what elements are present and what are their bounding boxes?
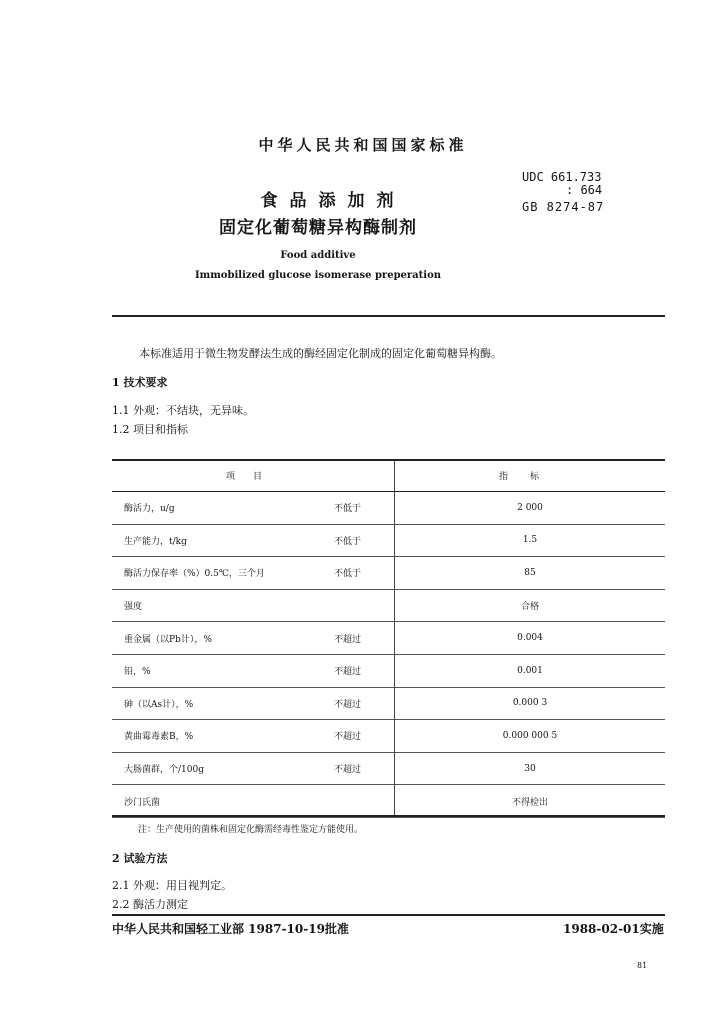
udc-code: UDC 661.733: [522, 170, 602, 184]
item-1-2: 1.2 项目和指标: [112, 423, 188, 436]
row-item: 酶活力保存率（%）0.5℃，三个月: [112, 557, 334, 590]
section-2-heading: 2 试验方法: [112, 852, 168, 865]
title-english-line1: Food additive: [280, 250, 356, 261]
approval-line: 中华人民共和国轻工业部 1987-10-19批准: [112, 922, 349, 936]
item-2-2: 2.2 酶活力测定: [112, 898, 188, 911]
row-item: 强度: [112, 589, 334, 622]
spec-table: [112, 460, 665, 818]
row-item: 酶活力，u/g: [112, 492, 334, 525]
row-item: 砷（以As计），%: [112, 687, 334, 720]
scope-statement: 本标准适用于微生物发酵法生成的酶经固定化制成的固定化葡萄糖异构酶。: [139, 347, 502, 360]
standard-organization: 中华人民共和国国家标准: [258, 136, 468, 154]
table-note: 注：生产使用的菌株和固定化酶需经毒性鉴定方能使用。: [138, 825, 364, 835]
row-condition: 不低于: [334, 524, 395, 557]
title-english-line2: Immobilized glucose isomerase preperation: [194, 270, 442, 281]
row-value: 0.004: [395, 622, 666, 655]
implementation-date: 1988-02-01实施: [563, 922, 664, 936]
table-row: [112, 720, 665, 753]
gb-code: GB 8274-87: [522, 200, 605, 214]
row-condition: 不超过: [334, 720, 395, 753]
table-row: [112, 752, 665, 785]
row-condition: 不低于: [334, 492, 395, 525]
row-condition: [334, 785, 395, 818]
row-value: 0.000 3: [395, 687, 666, 720]
title-chinese-line1: 食品添加剂: [260, 191, 406, 211]
title-chinese-line2: 固定化葡萄糖异构酶制剂: [219, 218, 417, 238]
table-header-item: 项目: [112, 460, 395, 492]
row-value: 30: [395, 752, 666, 785]
table-row: [112, 557, 665, 590]
table-row: [112, 654, 665, 687]
row-condition: 不超过: [334, 622, 395, 655]
row-condition: 不低于: [334, 557, 395, 590]
page-number: 81: [637, 961, 648, 970]
table-row: [112, 622, 665, 655]
row-item: 铅，%: [112, 654, 334, 687]
row-condition: 不超过: [334, 752, 395, 785]
table-header-row: [112, 460, 665, 492]
udc-subcode: : 664: [566, 183, 603, 197]
table-bottom-rule: [112, 815, 665, 817]
row-value: 1.5: [395, 524, 666, 557]
row-value: 0.000 000 5: [395, 720, 666, 753]
table-row: [112, 492, 665, 525]
row-condition: 不超过: [334, 687, 395, 720]
section-1-heading: 1 技术要求: [112, 376, 168, 389]
table-row: [112, 524, 665, 557]
footer-rule: [112, 914, 665, 916]
table-row: [112, 589, 665, 622]
row-condition: 不超过: [334, 654, 395, 687]
item-2-1: 2.1 外观：用目视判定。: [112, 879, 232, 892]
row-value: 0.001: [395, 654, 666, 687]
row-value: 不得检出: [395, 785, 666, 818]
header-rule: [112, 315, 665, 317]
row-item: 重金属（以Pb计），%: [112, 622, 334, 655]
row-value: 85: [395, 557, 666, 590]
row-item: 生产能力，t/kg: [112, 524, 334, 557]
row-item: 沙门氏菌: [112, 785, 334, 818]
row-condition: [334, 589, 395, 622]
row-item: 大肠菌群，个/100g: [112, 752, 334, 785]
table-row: [112, 687, 665, 720]
row-item: 黄曲霉毒素B，%: [112, 720, 334, 753]
row-value: 合格: [395, 589, 666, 622]
table-header-value: 指标: [395, 460, 666, 492]
row-value: 2 000: [395, 492, 666, 525]
table-row: [112, 785, 665, 818]
item-1-1: 1.1 外观：不结块，无异味。: [112, 404, 254, 417]
